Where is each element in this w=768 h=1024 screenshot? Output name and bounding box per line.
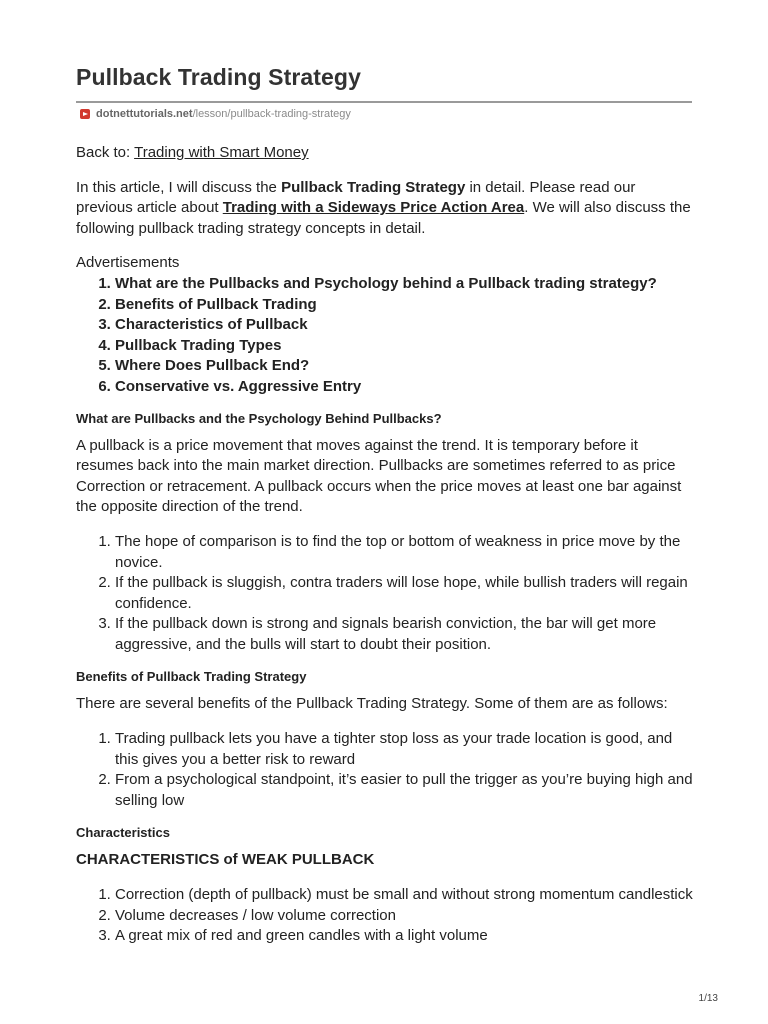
- intro-bold-term: Pullback Trading Strategy: [281, 178, 466, 196]
- toc-item[interactable]: 5. Where Does Pullback End?: [115, 356, 696, 377]
- article-body: [76, 143, 696, 947]
- list-item: 1. Trading pullback lets you have a tighter stop loss as your trade location is good, and this gives you a better risk to reward: [115, 729, 696, 770]
- weak-pullback-heading: CHARACTERISTICS of WEAK PULLBACK: [76, 851, 375, 869]
- back-link[interactable]: Trading with Smart Money: [134, 144, 309, 161]
- psychology-list: [76, 532, 696, 656]
- intro-text-2: in detail. Please read our previous article about: [76, 178, 636, 217]
- site-favicon-icon: [80, 109, 90, 119]
- weak-pullback-list: [76, 885, 696, 947]
- page-title: Pullback Trading Strategy: [76, 64, 361, 90]
- source-path[interactable]: /lesson/pullback-trading-strategy: [192, 108, 351, 120]
- benefits-list: [76, 729, 696, 811]
- table-of-contents: [76, 274, 696, 398]
- toc-item[interactable]: 1. What are the Pullbacks and Psychology behind a Pullback trading strategy?: [115, 274, 696, 295]
- list-item: 2. Volume decreases / low volume correction: [115, 906, 696, 927]
- back-prefix: Back to:: [76, 144, 135, 161]
- list-item: 3. A great mix of red and green candles with a light volume: [115, 926, 696, 947]
- section-heading-characteristics: Characteristics: [76, 825, 170, 841]
- page-indicator: 1/13: [698, 993, 718, 1004]
- source-url[interactable]: [80, 108, 351, 120]
- title-divider: [76, 101, 692, 103]
- section-paragraph: There are several benefits of the Pullback Trading Strategy. Some of them are as follows:: [76, 695, 668, 713]
- toc-item[interactable]: 3. Characteristics of Pullback: [115, 315, 696, 336]
- section-heading-benefits: Benefits of Pullback Trading Strategy: [76, 669, 307, 685]
- toc-item[interactable]: 2. Benefits of Pullback Trading: [115, 295, 696, 316]
- section-heading-pullbacks: What are Pullbacks and the Psychology Behind Pullbacks?: [76, 410, 442, 426]
- intro-paragraph: [76, 178, 696, 240]
- section-paragraph: A pullback is a price movement that moves against the trend. It is temporary before it resumes back into the main market direction. Pullbacks are sometimes referred to as price Correction or retracement. A pullback occurs when the price moves at least one bar against the opposite direction of the trend.: [76, 436, 682, 516]
- source-domain[interactable]: dotnettutorials.net: [96, 108, 193, 120]
- back-line: [76, 143, 696, 164]
- intro-text-1: In this article, I will discuss the: [76, 178, 282, 196]
- list-item: 3. If the pullback down is strong and signals bearish conviction, the bar will get more aggressive, and the bulls will start to doubt their position.: [115, 614, 696, 655]
- list-item: 2. From a psychological standpoint, it’s easier to pull the trigger as you’re buying high and selling low: [115, 770, 696, 811]
- advertisements-label: Advertisements: [76, 254, 180, 272]
- list-item: 1. Correction (depth of pullback) must be small and without strong momentum candlestick: [115, 885, 696, 906]
- toc-item[interactable]: 4. Pullback Trading Types: [115, 336, 696, 357]
- list-item: 1. The hope of comparison is to find the top or bottom of weakness in price move by the novice.: [115, 532, 696, 573]
- toc-item[interactable]: 6. Conservative vs. Aggressive Entry: [115, 377, 696, 398]
- previous-article-link[interactable]: Trading with a Sideways Price Action Area: [222, 199, 525, 217]
- intro-text-3: . We will also discuss the following pullback trading strategy concepts in detail.: [76, 199, 691, 237]
- list-item: 2. If the pullback is sluggish, contra traders will lose hope, while bullish traders will regain confidence.: [115, 573, 696, 614]
